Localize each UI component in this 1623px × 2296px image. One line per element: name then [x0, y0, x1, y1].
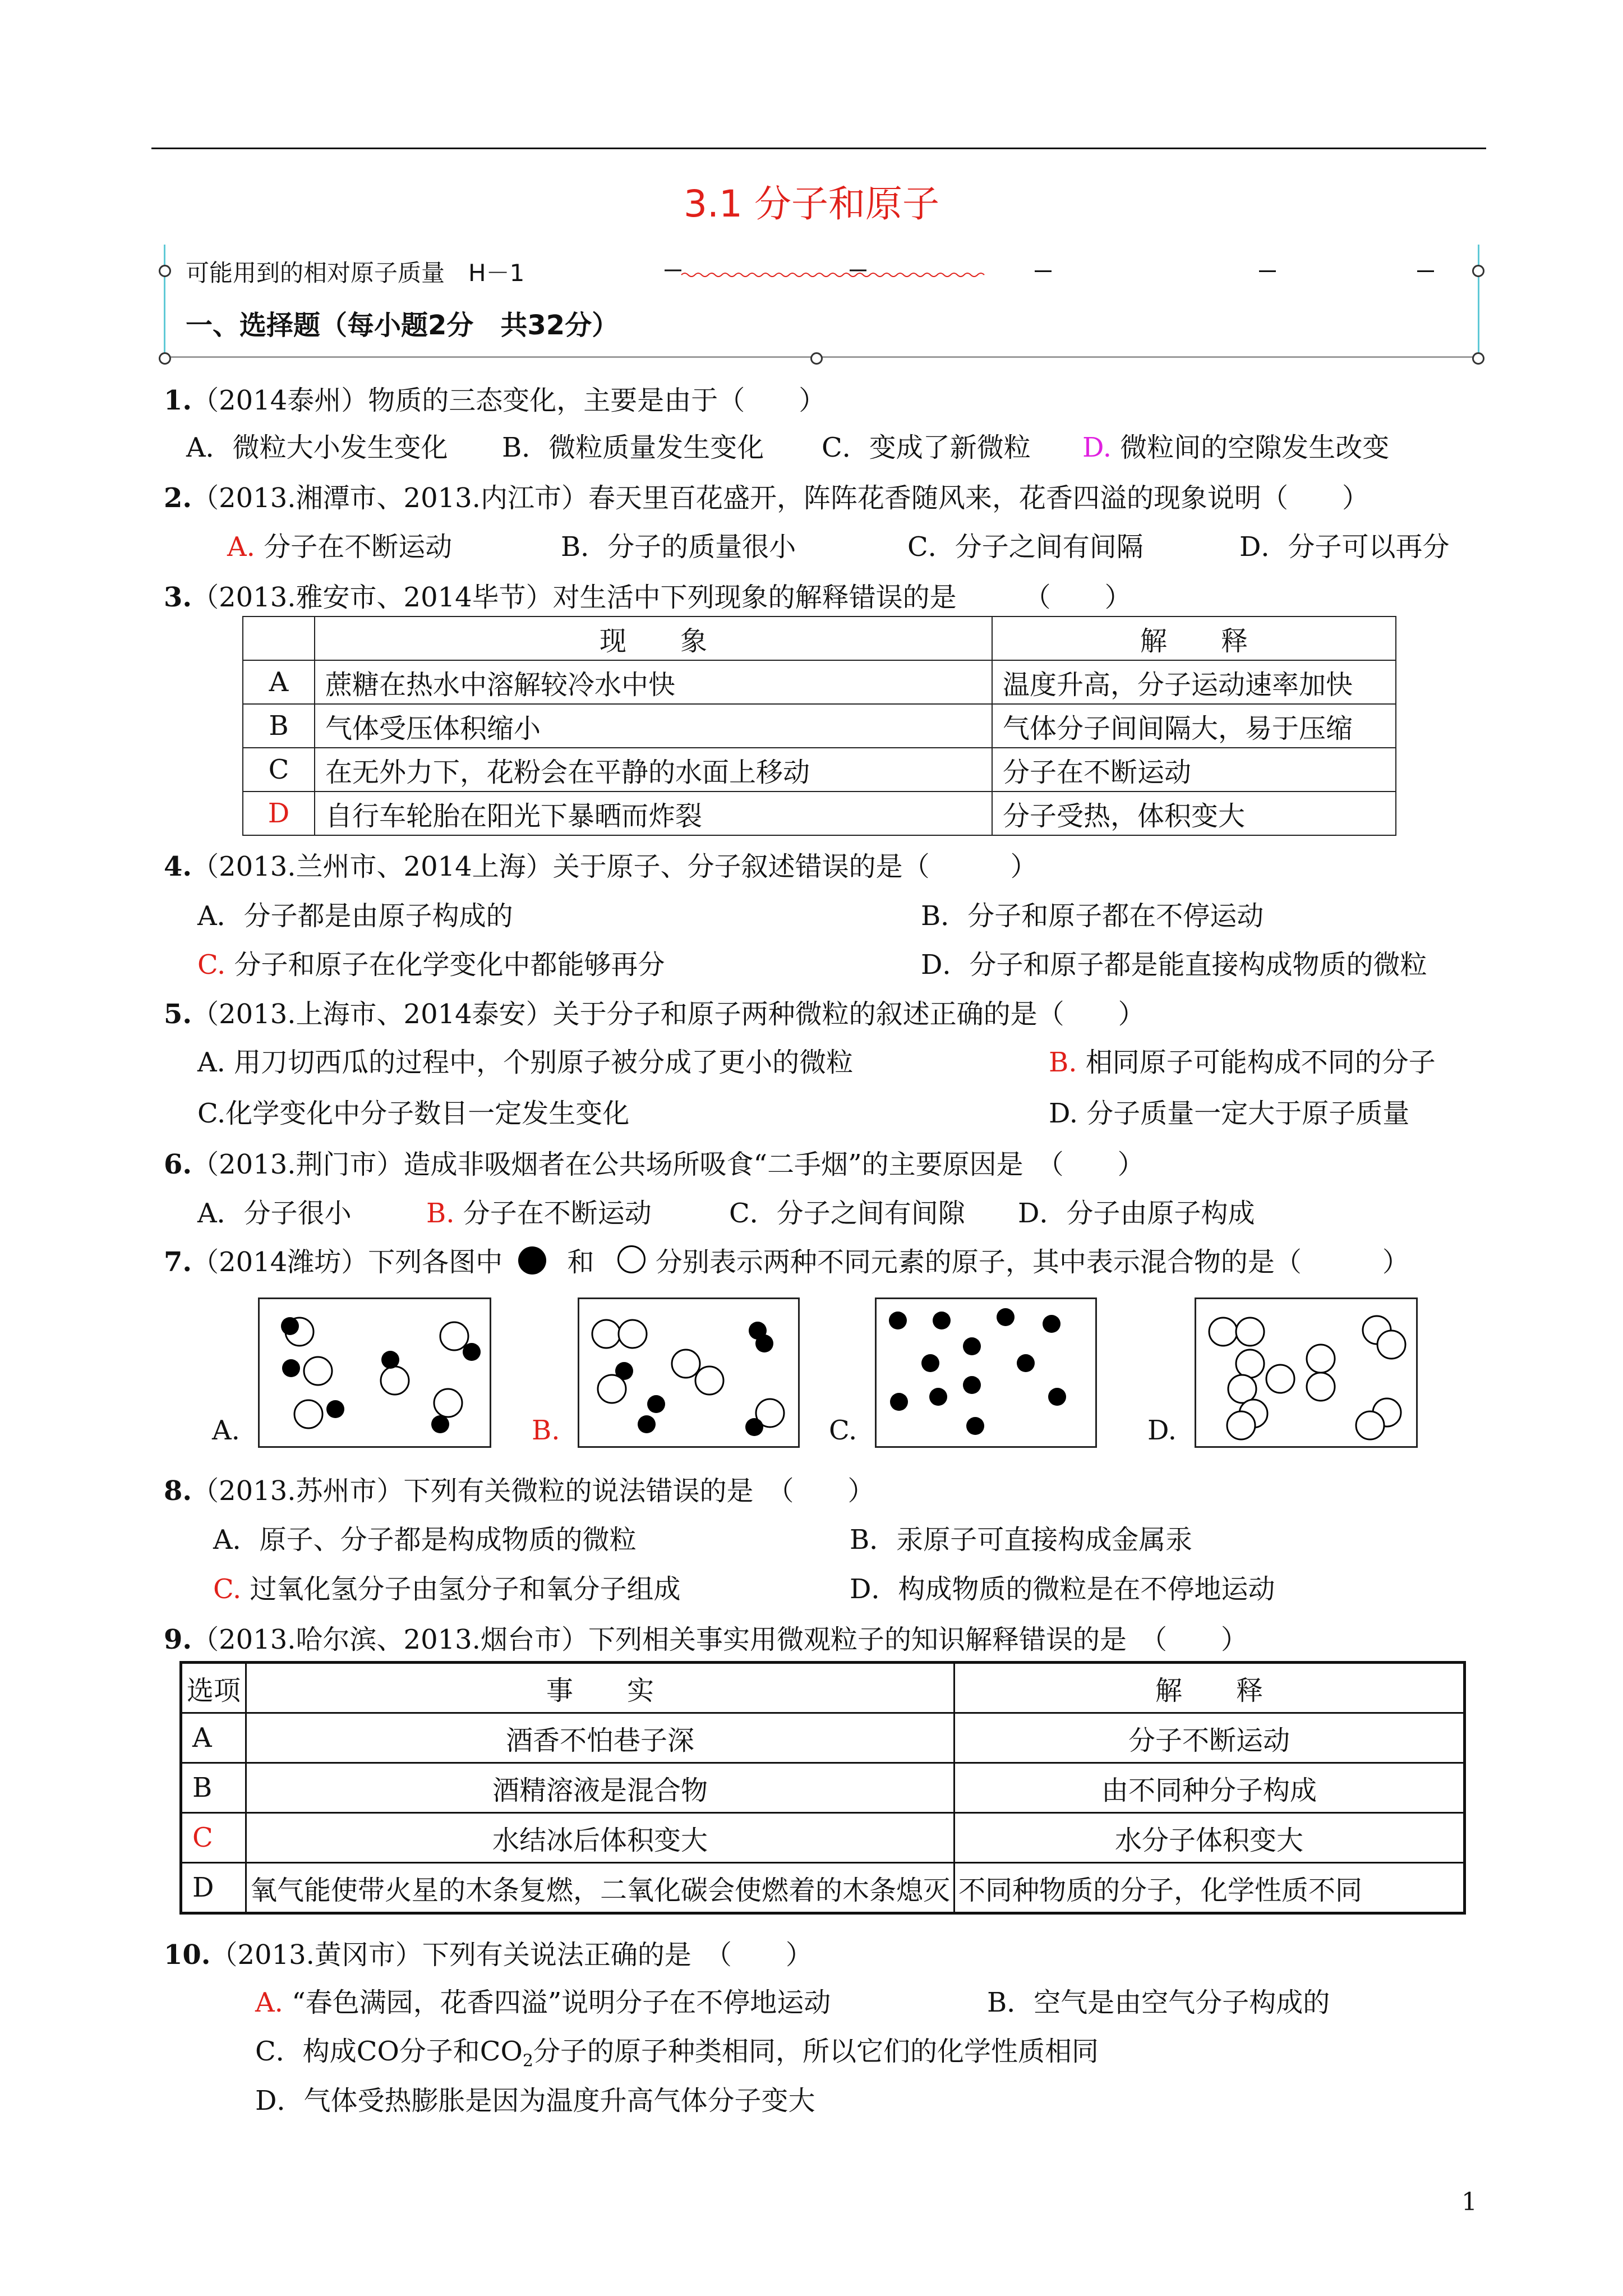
question-number: 6.	[164, 1149, 192, 1180]
option-c: C．分子之间有间隔	[907, 531, 1144, 563]
table-header-cell: 现 象	[315, 616, 992, 660]
question-stem: （2014泰州）物质的三态变化，主要是由于（ ）	[192, 385, 826, 416]
question-stem: （2013.荆门市）造成非吸烟者在公共场所吸食“二手烟”的主要原因是 （ ）	[192, 1149, 1145, 1180]
question-stem: （2013.兰州市、2014上海）关于原子、分子叙述错误的是（ ）	[192, 851, 1038, 882]
answer-letter: D.	[1082, 432, 1112, 463]
question-9	[164, 1623, 1248, 1657]
diagram-label-a: A.	[212, 1415, 240, 1446]
option-a: A．分子都是由原子构成的	[197, 900, 513, 932]
diagram-b	[578, 1297, 800, 1448]
atomic-mass-line: 可能用到的相对原子质量 H－1	[186, 259, 525, 287]
table-header-cell: 事 实	[246, 1663, 955, 1713]
question-number: 8.	[164, 1475, 192, 1507]
option-b: B．分子和原子都在不停运动	[921, 900, 1264, 932]
table-header-row	[181, 1663, 1465, 1713]
diagram-c	[875, 1297, 1097, 1448]
option-d: D．分子和原子都是能直接构成物质的微粒	[921, 949, 1427, 981]
option-text: 分子在不断运动	[264, 531, 453, 563]
question-number: 10.	[164, 1939, 211, 1971]
option-a: A．原子、分子都是构成物质的微粒	[213, 1524, 637, 1556]
question-2	[164, 481, 1369, 515]
option-a: A．分子很小	[197, 1198, 352, 1229]
question-5	[164, 997, 1145, 1031]
table-header-cell: 解 释	[992, 616, 1396, 660]
table-header-cell: 选项	[181, 1663, 246, 1713]
option-b: B．空气是由空气分子构成的	[987, 1987, 1330, 2018]
table-cell: 气体分子间间隔大，易于压缩	[992, 704, 1396, 748]
option-a	[255, 1986, 831, 2019]
question-stem: 和	[567, 1246, 594, 1278]
table-row	[181, 1813, 1465, 1863]
table-cell: 由不同种分子构成	[955, 1763, 1465, 1813]
resize-handle[interactable]	[1472, 352, 1484, 365]
question-7	[164, 1245, 1409, 1279]
option-d: D．构成物质的微粒是在不停地运动	[850, 1573, 1275, 1605]
resize-handle[interactable]	[159, 352, 171, 365]
answer-letter: C.	[197, 949, 226, 981]
table-cell: 不同种物质的分子，化学性质不同	[955, 1863, 1465, 1913]
table-cell: 在无外力下，花粉会在平静的水面上移动	[315, 748, 992, 792]
table-cell: 温度升高，分子运动速率加快	[992, 660, 1396, 704]
question-4	[164, 850, 1038, 884]
option-d: D．气体受热膨胀是因为温度升高气体分子变大	[255, 2085, 815, 2116]
spell-check-squiggle	[665, 267, 1068, 284]
table-cell: A	[243, 660, 315, 704]
resize-handle[interactable]	[810, 352, 823, 365]
question-number: 1.	[164, 385, 192, 416]
option-a: A. 用刀切西瓜的过程中，个别原子被分成了更小的微粒	[197, 1047, 854, 1078]
q9-table	[179, 1661, 1466, 1915]
black-atom-icon	[518, 1246, 546, 1274]
question-stem: （2014潍坊）下列各图中	[192, 1246, 503, 1278]
option-a: A．微粒大小发生变化	[186, 432, 448, 463]
table-row	[243, 748, 1396, 792]
table-cell: 分子不断运动	[955, 1713, 1465, 1763]
option-c	[197, 948, 665, 982]
option-c	[255, 2035, 1099, 2078]
dash-mark	[1035, 270, 1052, 272]
diagram-label-d: D.	[1147, 1415, 1177, 1446]
option-a	[227, 530, 452, 564]
table-cell: 蔗糖在热水中溶解较冷水中快	[315, 660, 992, 704]
table-row	[243, 704, 1396, 748]
question-number: 2.	[164, 482, 192, 514]
table-header-cell: 解 释	[955, 1663, 1465, 1713]
option-b	[1049, 1046, 1436, 1079]
table-cell: 自行车轮胎在阳光下暴晒而炸裂	[315, 792, 992, 835]
dash-mark	[1259, 270, 1276, 272]
option-text: 分子和原子在化学变化中都能够再分	[234, 949, 665, 981]
table-row	[181, 1763, 1465, 1813]
table-cell: 分子受热，体积变大	[992, 792, 1396, 835]
option-b	[426, 1197, 652, 1230]
question-6	[164, 1148, 1145, 1181]
answer-letter: C.	[213, 1573, 242, 1605]
diagram-label-b: B.	[532, 1415, 560, 1446]
diagram-a	[258, 1297, 491, 1448]
option-text: 微粒间的空隙发生改变	[1120, 432, 1390, 463]
section-heading: 一、选择题（每小题2分 共32分）	[186, 310, 619, 341]
table-cell: 水分子体积变大	[955, 1813, 1465, 1863]
q3-table	[242, 616, 1396, 836]
diagram-label-c: C.	[829, 1415, 857, 1446]
header-textbox[interactable]	[164, 245, 1479, 358]
option-text: C．构成CO分子和CO	[255, 2036, 523, 2067]
table-row	[181, 1713, 1465, 1763]
question-number: 7.	[164, 1246, 192, 1278]
question-stem: （2013.上海市、2014泰安）关于分子和原子两种微粒的叙述正确的是（ ）	[192, 999, 1145, 1030]
table-row	[243, 660, 1396, 704]
diagram-a-svg	[260, 1299, 490, 1446]
option-c: C.化学变化中分子数目一定发生变化	[197, 1098, 630, 1129]
question-stem: （2013.哈尔滨、2013.烟台市）下列相关事实用微观粒子的知识解释错误的是 （ ）	[192, 1624, 1248, 1655]
option-d: D. 分子质量一定大于原子质量	[1049, 1098, 1410, 1129]
table-cell-answer: D	[243, 792, 315, 835]
table-cell: 酒香不怕巷子深	[246, 1713, 955, 1763]
table-cell: C	[243, 748, 315, 792]
question-stem: （2013.湘潭市、2013.内江市）春天里百花盛开，阵阵花香随风来，花香四溢的现象说明（ ）	[192, 482, 1369, 514]
answer-letter: B.	[1049, 1047, 1077, 1078]
page-title: 3.1 分子和原子	[684, 182, 939, 226]
resize-handle[interactable]	[159, 265, 171, 277]
option-text: 分子的原子种类相同，所以它们的化学性质相同	[533, 2036, 1099, 2067]
table-cell: 气体受压体积缩小	[315, 704, 992, 748]
question-1	[164, 384, 826, 417]
question-3	[164, 581, 1132, 614]
answer-letter: B.	[426, 1198, 455, 1229]
option-c	[213, 1572, 681, 1606]
option-d: D．分子由原子构成	[1018, 1198, 1255, 1229]
option-b: B．汞原子可直接构成金属汞	[850, 1524, 1193, 1556]
question-stem: （2013.雅安市、2014毕节）对生活中下列现象的解释错误的是 （ ）	[192, 582, 1132, 613]
table-cell: 酒精溶液是混合物	[246, 1763, 955, 1813]
page-number: 1	[1461, 2188, 1477, 2216]
table-header-cell	[243, 616, 315, 660]
diagram-b-svg	[579, 1299, 798, 1446]
question-stem: （2013.黄冈市）下列有关说法正确的是 （ ）	[210, 1939, 813, 1971]
question-number: 4.	[164, 851, 192, 882]
subscript: 2	[522, 2051, 533, 2071]
resize-handle[interactable]	[1472, 265, 1484, 277]
table-cell-answer: C	[181, 1813, 246, 1863]
table-cell: B	[243, 704, 315, 748]
table-cell: 氧气能使带火星的木条复燃，二氧化碳会使燃着的木条熄灭	[246, 1863, 955, 1913]
option-d	[1082, 431, 1389, 464]
option-c: C．分子之间有间隙	[729, 1198, 965, 1229]
table-header-row	[243, 616, 1396, 660]
answer-letter: A.	[255, 1987, 283, 2018]
diagram-c-svg	[877, 1299, 1095, 1446]
diagram-d	[1195, 1297, 1418, 1448]
option-d: D．分子可以再分	[1239, 531, 1450, 563]
diagram-d-svg	[1196, 1299, 1416, 1446]
option-text: 相同原子可能构成不同的分子	[1085, 1047, 1436, 1078]
table-row	[243, 792, 1396, 835]
answer-letter: A.	[227, 531, 255, 563]
table-cell: 水结冰后体积变大	[246, 1813, 955, 1863]
option-b: B．分子的质量很小	[561, 531, 796, 563]
option-text: 分子在不断运动	[463, 1198, 652, 1229]
question-8	[164, 1474, 875, 1508]
header-rule	[151, 148, 1486, 149]
option-text: 过氧化氢分子由氢分子和氧分子组成	[250, 1573, 681, 1605]
question-10	[164, 1938, 813, 1972]
dash-mark	[1417, 270, 1434, 272]
white-atom-icon	[617, 1245, 645, 1273]
question-stem: 分别表示两种不同元素的原子，其中表示混合物的是（ ）	[655, 1246, 1409, 1278]
question-number: 5.	[164, 999, 192, 1030]
option-text: “春色满园，花香四溢”说明分子在不停地运动	[292, 1987, 831, 2018]
question-number: 3.	[164, 582, 192, 613]
table-cell: D	[181, 1863, 246, 1913]
table-cell: 分子在不断运动	[992, 748, 1396, 792]
question-stem: （2013.苏州市）下列有关微粒的说法错误的是 （ ）	[192, 1475, 875, 1507]
question-number: 9.	[164, 1624, 192, 1655]
table-cell: A	[181, 1713, 246, 1763]
table-row	[181, 1863, 1465, 1913]
table-cell: B	[181, 1763, 246, 1813]
option-c: C．变成了新微粒	[822, 432, 1031, 463]
option-b: B．微粒质量发生变化	[502, 432, 764, 463]
